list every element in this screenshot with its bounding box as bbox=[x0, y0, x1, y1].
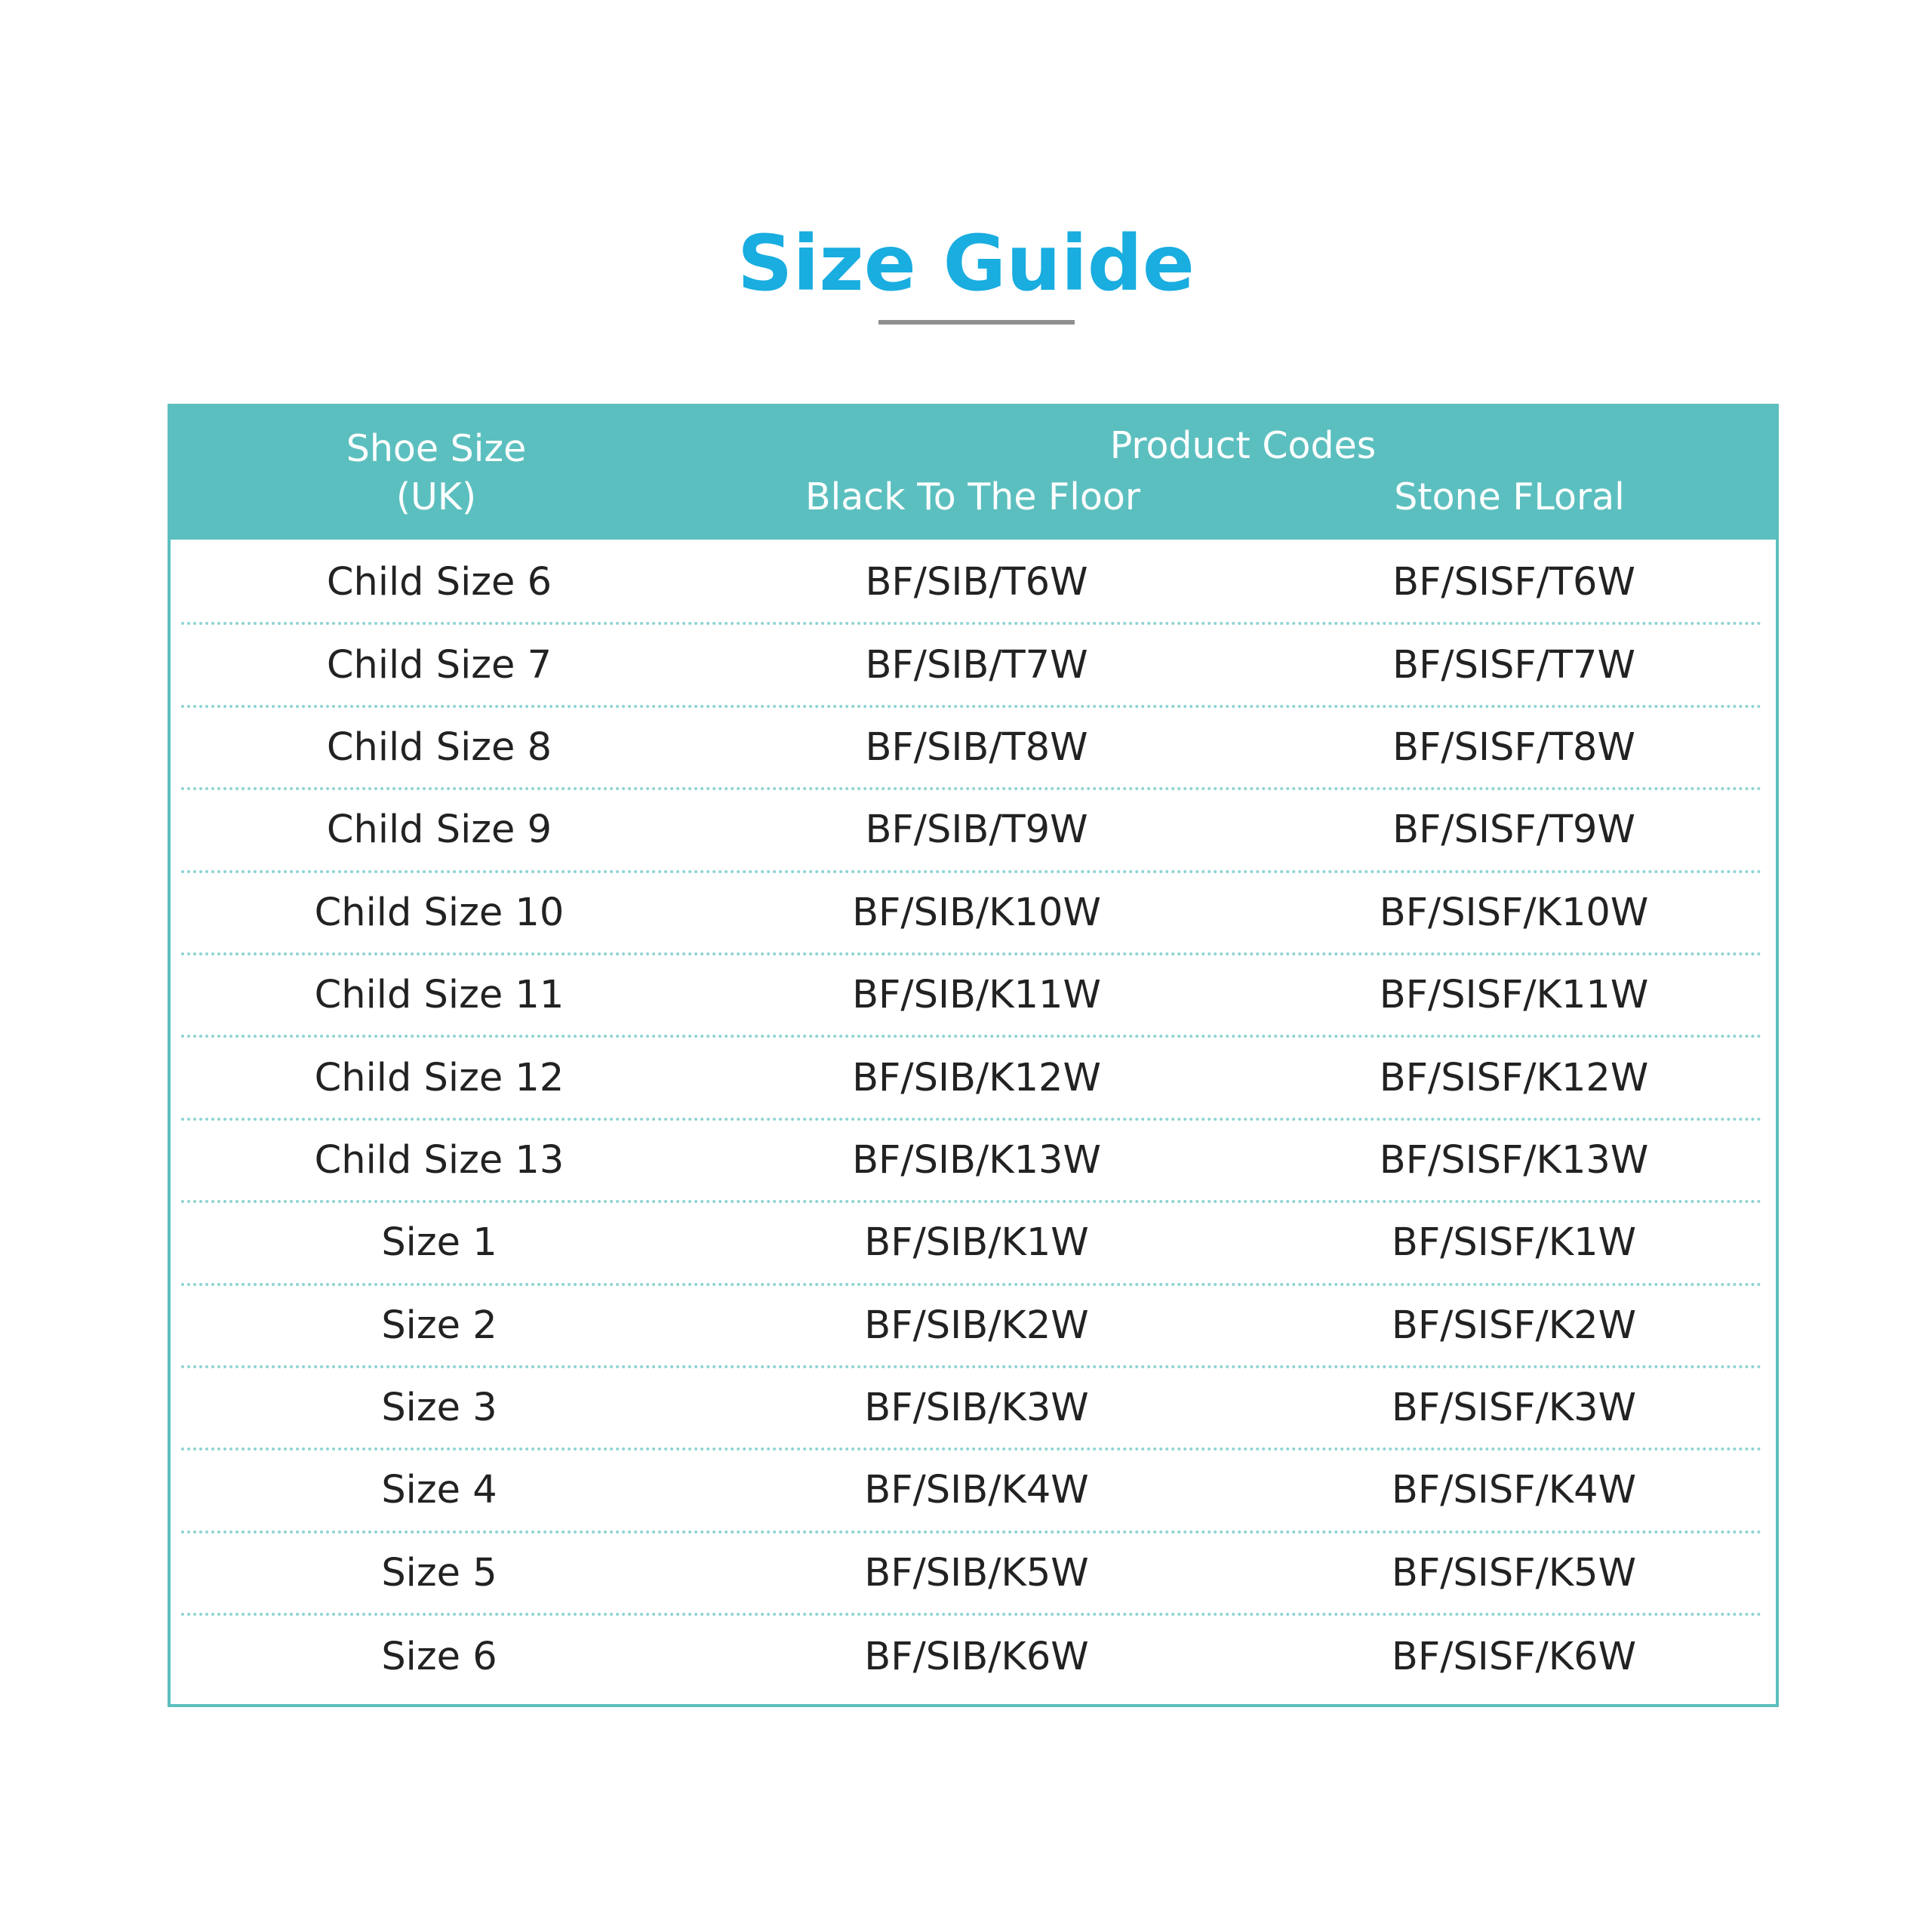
table-body bbox=[181, 543, 1762, 1698]
shoe-size-cell: Size 6 bbox=[381, 1635, 497, 1680]
stone-code-cell: BF/SISF/K1W bbox=[1391, 1220, 1637, 1266]
table-row bbox=[181, 1368, 1762, 1451]
table-row bbox=[181, 1203, 1762, 1285]
stone-code-cell: BF/SISF/K4W bbox=[1391, 1468, 1637, 1513]
shoe-size-cell: Size 3 bbox=[381, 1386, 497, 1431]
stone-code-cell: BF/SISF/T9W bbox=[1392, 808, 1635, 853]
black-code-cell: BF/SIB/T8W bbox=[865, 724, 1088, 770]
shoe-size-cell: Size 2 bbox=[381, 1303, 497, 1348]
black-code-cell: BF/SIB/T7W bbox=[865, 642, 1088, 688]
title-underline bbox=[878, 320, 1075, 325]
shoe-size-cell: Child Size 12 bbox=[314, 1055, 565, 1100]
table-row bbox=[181, 1038, 1762, 1120]
stone-code-cell: BF/SISF/K13W bbox=[1379, 1137, 1649, 1183]
table-row bbox=[181, 1451, 1762, 1533]
size-guide-table bbox=[168, 404, 1779, 1707]
shoe-size-cell: Child Size 6 bbox=[326, 560, 552, 605]
shoe-size-cell: Child Size 13 bbox=[314, 1137, 565, 1183]
header-stone-floral: Stone FLoral bbox=[1394, 475, 1625, 518]
table-row bbox=[181, 790, 1762, 872]
black-code-cell: BF/SIB/K10W bbox=[852, 890, 1101, 935]
black-code-cell: BF/SIB/K3W bbox=[864, 1386, 1089, 1431]
stone-code-cell: BF/SISF/K3W bbox=[1391, 1386, 1637, 1431]
table-row bbox=[181, 873, 1762, 955]
table-header bbox=[168, 404, 1779, 540]
stone-code-cell: BF/SISF/K11W bbox=[1379, 973, 1649, 1018]
header-black-to-the-floor: Black To The Floor bbox=[805, 475, 1140, 518]
header-shoe-size-unit: (UK) bbox=[395, 475, 477, 518]
stone-code-cell: BF/SISF/T8W bbox=[1392, 724, 1635, 770]
black-code-cell: BF/SIB/K12W bbox=[852, 1055, 1101, 1100]
black-code-cell: BF/SIB/T6W bbox=[865, 560, 1088, 605]
shoe-size-cell: Child Size 9 bbox=[326, 808, 552, 853]
black-code-cell: BF/SIB/K13W bbox=[852, 1137, 1101, 1183]
page-title: Size Guide bbox=[737, 219, 1195, 309]
stone-code-cell: BF/SISF/T6W bbox=[1392, 560, 1635, 605]
table-row bbox=[181, 543, 1762, 625]
shoe-size-cell: Child Size 11 bbox=[314, 973, 565, 1018]
stone-code-cell: BF/SISF/K2W bbox=[1391, 1303, 1637, 1348]
shoe-size-cell: Size 5 bbox=[381, 1550, 497, 1595]
table-row bbox=[181, 708, 1762, 790]
table-row bbox=[181, 1534, 1762, 1616]
header-product-codes: Product Codes bbox=[1109, 424, 1377, 467]
stone-code-cell: BF/SISF/K12W bbox=[1379, 1055, 1649, 1100]
shoe-size-cell: Child Size 10 bbox=[314, 890, 565, 935]
stone-code-cell: BF/SISF/T7W bbox=[1392, 642, 1635, 688]
black-code-cell: BF/SIB/K2W bbox=[864, 1303, 1089, 1348]
shoe-size-cell: Size 4 bbox=[381, 1468, 497, 1513]
black-code-cell: BF/SIB/K1W bbox=[864, 1220, 1089, 1266]
table-row bbox=[181, 955, 1762, 1038]
shoe-size-cell: Child Size 7 bbox=[326, 642, 552, 688]
black-code-cell: BF/SIB/K6W bbox=[864, 1635, 1089, 1680]
shoe-size-cell: Child Size 8 bbox=[326, 724, 552, 770]
stone-code-cell: BF/SISF/K6W bbox=[1391, 1635, 1637, 1680]
header-shoe-size: Shoe Size bbox=[346, 427, 527, 470]
black-code-cell: BF/SIB/K4W bbox=[864, 1468, 1089, 1513]
black-code-cell: BF/SIB/T9W bbox=[865, 808, 1088, 853]
black-code-cell: BF/SIB/K5W bbox=[864, 1550, 1089, 1595]
stone-code-cell: BF/SISF/K10W bbox=[1379, 890, 1649, 935]
table-row bbox=[181, 1616, 1762, 1698]
stone-code-cell: BF/SISF/K5W bbox=[1391, 1550, 1637, 1595]
shoe-size-cell: Size 1 bbox=[381, 1220, 497, 1266]
table-row bbox=[181, 1121, 1762, 1203]
table-row bbox=[181, 1286, 1762, 1368]
black-code-cell: BF/SIB/K11W bbox=[852, 973, 1101, 1018]
table-row bbox=[181, 625, 1762, 707]
